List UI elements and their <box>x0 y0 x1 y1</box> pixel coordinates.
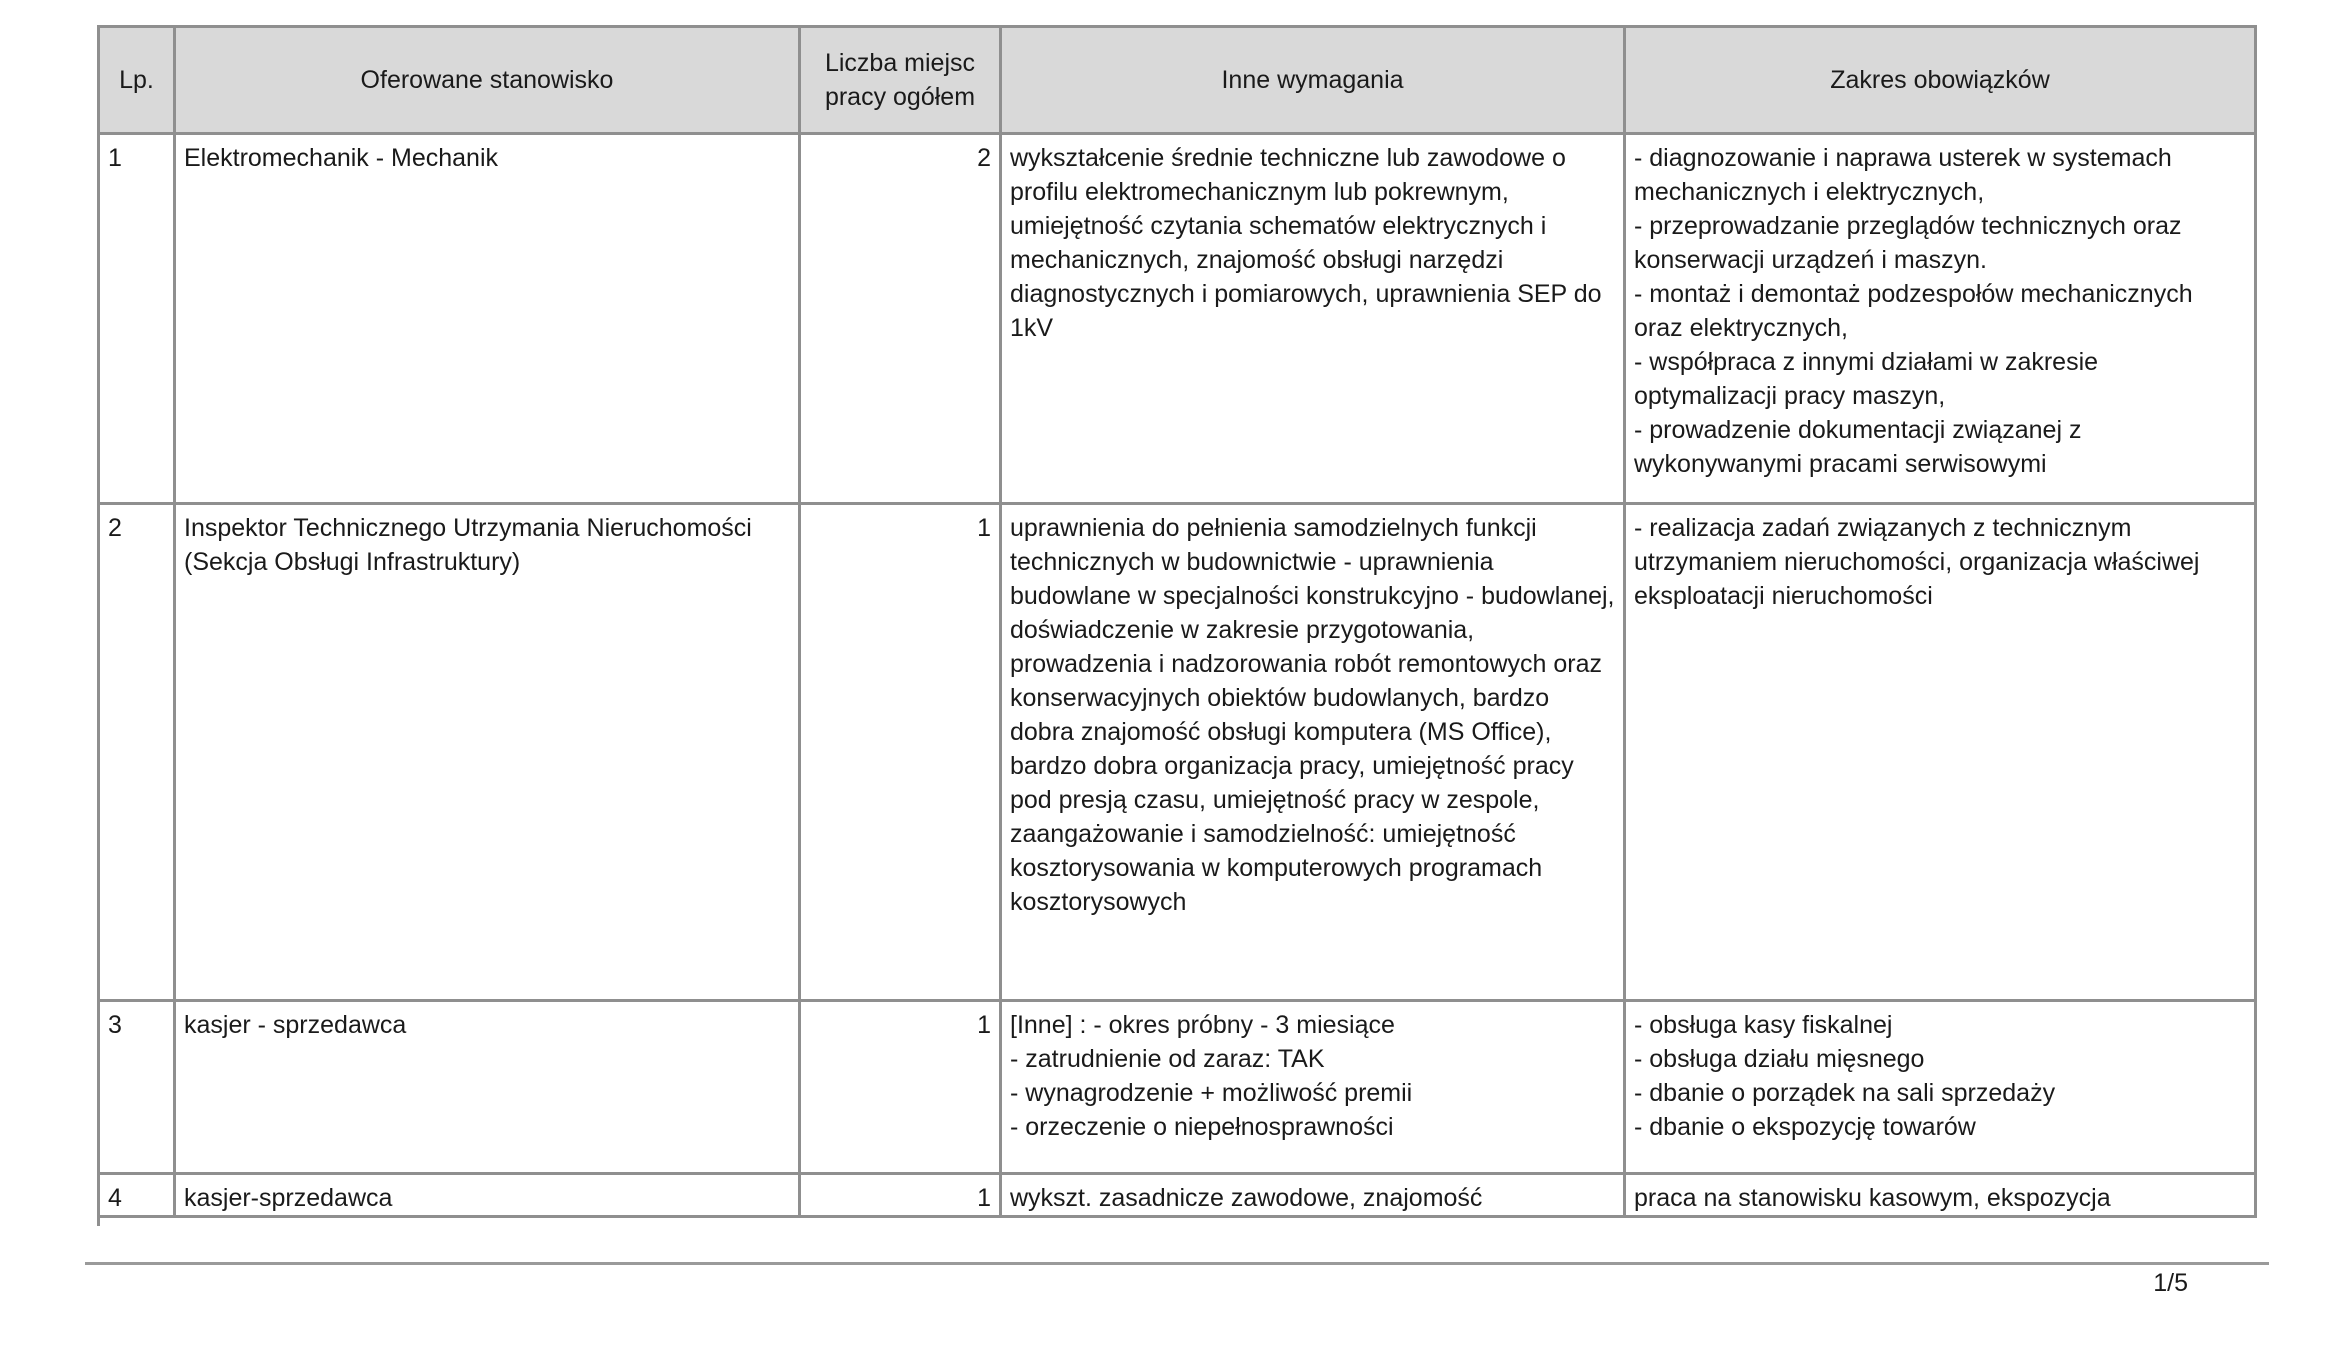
cell-duties: - realizacja zadań związanych z technicznym utrzymaniem nieruchomości, organizacja właściwej eksploatacji nieruchomości <box>1625 504 2256 1001</box>
header-position: Oferowane stanowisko <box>175 27 800 134</box>
header-lp: Lp. <box>99 27 175 134</box>
cell-count: 1 <box>800 1174 1001 1217</box>
job-offers-table <box>97 25 2257 1218</box>
cell-requirements: wykszt. zasadnicze zawodowe, znajomość <box>1001 1174 1625 1217</box>
cell-lp: 2 <box>99 504 175 1001</box>
cell-count: 1 <box>800 504 1001 1001</box>
cell-position: Inspektor Technicznego Utrzymania Nieruchomości (Sekcja Obsługi Infrastruktury) <box>175 504 800 1001</box>
table-row <box>99 134 2256 504</box>
page-number: 1/5 <box>2153 1269 2188 1297</box>
header-duties: Zakres obowiązków <box>1625 27 2256 134</box>
header-count: Liczba miejsc pracy ogółem <box>800 27 1001 134</box>
cell-lp: 4 <box>99 1174 175 1217</box>
cell-requirements: uprawnienia do pełnienia samodzielnych funkcji technicznych w budownictwie - uprawnienia budowlane w specjalności konstrukcyjno - budowlanej, doświadczenie w zakresie przygotowania, prowadzenia i nadzorowania robót remontowych oraz konserwacyjnych obiektów budowlanych, bardzo dobra znajomość obsługi komputera (MS Office), bardzo dobra organizacja pracy, umiejętność pracy pod presją czasu, umiejętność pracy w zespole, zaangażowanie i samodzielność: umiejętność kosztorysowania w komputerowych programach kosztorysowych <box>1001 504 1625 1001</box>
table-row <box>99 504 2256 1001</box>
footer-divider <box>85 1262 2269 1265</box>
table-row <box>99 1174 2256 1217</box>
cell-duties: - obsługa kasy fiskalnej - obsługa działu mięsnego - dbanie o porządek na sali sprzedaży - dbanie o ekspozycję towarów <box>1625 1001 2256 1174</box>
cell-duties: - diagnozowanie i naprawa usterek w systemach mechanicznych i elektrycznych, - przeprowadzanie przeglądów technicznych oraz konserwacji urządzeń i maszyn. - montaż i demontaż podzespołów mechanicznych oraz elektrycznych, - współpraca z innymi działami w zakresie optymalizacji pracy maszyn, - prowadzenie dokumentacji związanej z wykonywanymi pracami serwisowymi <box>1625 134 2256 504</box>
cell-position: kasjer - sprzedawca <box>175 1001 800 1174</box>
table-row <box>99 1001 2256 1174</box>
cell-lp: 1 <box>99 134 175 504</box>
cell-position: Elektromechanik - Mechanik <box>175 134 800 504</box>
header-requirements: Inne wymagania <box>1001 27 1625 134</box>
cell-count: 1 <box>800 1001 1001 1174</box>
cell-lp: 3 <box>99 1001 175 1174</box>
cell-position: kasjer-sprzedawca <box>175 1174 800 1217</box>
header-row <box>99 27 2256 134</box>
table-continuation-edge <box>97 1212 2254 1226</box>
table-body <box>99 134 2256 1217</box>
cell-requirements: wykształcenie średnie techniczne lub zawodowe o profilu elektromechanicznym lub pokrewnym, umiejętność czytania schematów elektrycznych i mechanicznych, znajomość obsługi narzędzi diagnostycznych i pomiarowych, uprawnienia SEP do 1kV <box>1001 134 1625 504</box>
cell-count: 2 <box>800 134 1001 504</box>
table-header <box>99 27 2256 134</box>
cell-duties: praca na stanowisku kasowym, ekspozycja <box>1625 1174 2256 1217</box>
cell-requirements: [Inne] : - okres próbny - 3 miesiące - zatrudnienie od zaraz: TAK - wynagrodzenie + możliwość premii - orzeczenie o niepełnosprawności <box>1001 1001 1625 1174</box>
